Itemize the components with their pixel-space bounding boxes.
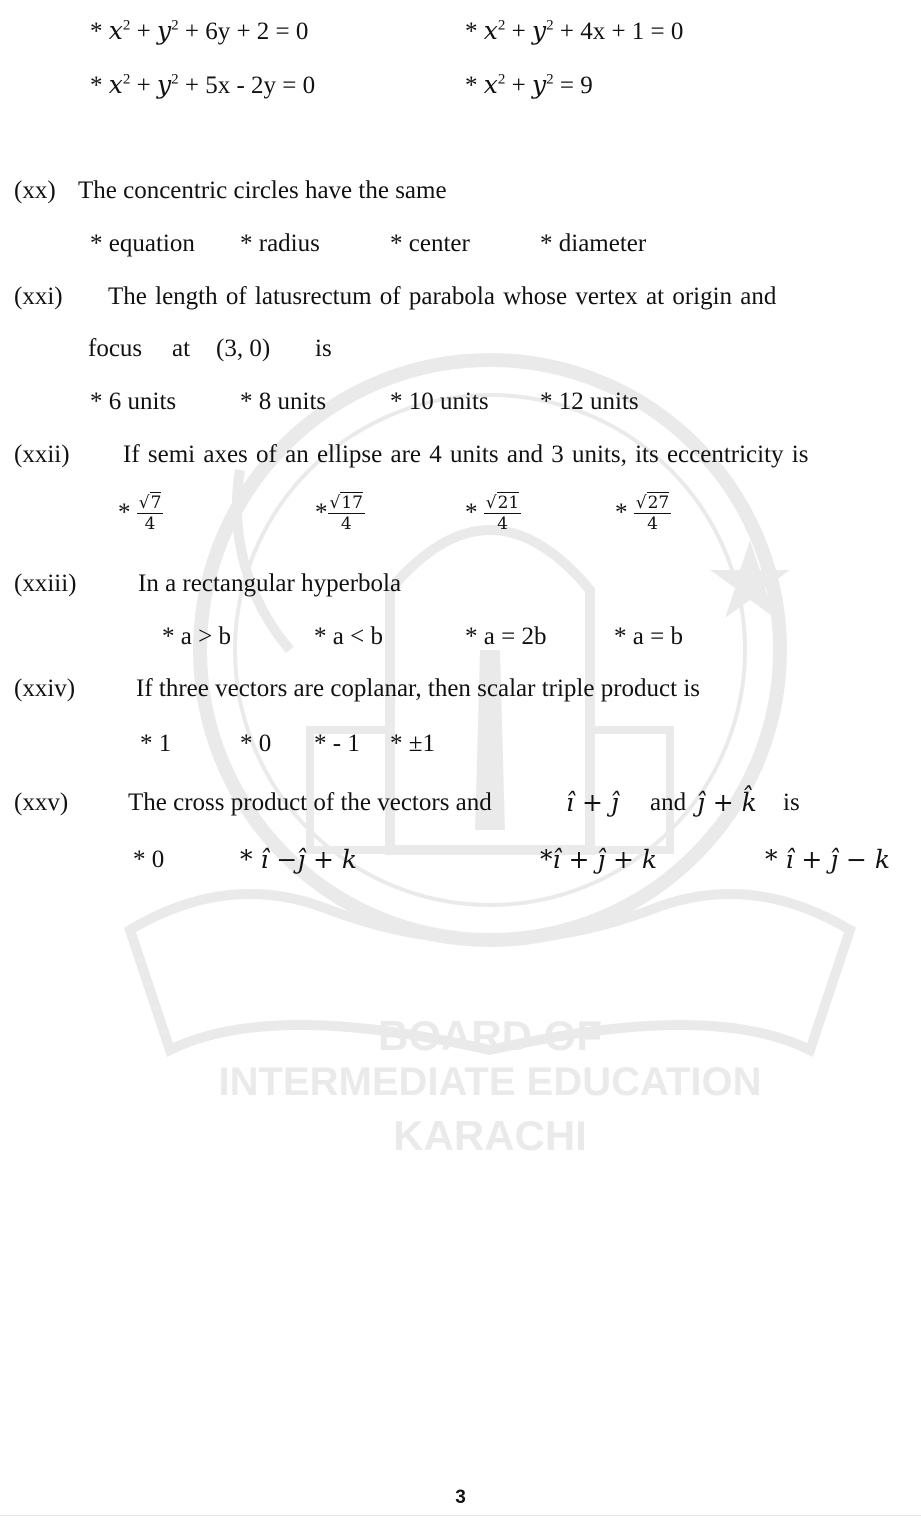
q21-text-line1: The length of latusrectum of parabola whose vertex at origin and	[108, 283, 777, 310]
q20-option-a: * equation	[90, 230, 195, 257]
q22-option-c: * $\frac{√21}{4}$	[465, 493, 520, 534]
page-number: 3	[455, 1487, 466, 1508]
q23-number: (xxiii)	[14, 570, 77, 597]
q21-option-b: * 8 units	[240, 388, 327, 415]
q25-number: (xxv)	[14, 789, 69, 816]
q25-option-c: *ı̂ + ȷ̂ + k	[540, 845, 658, 874]
watermark-line2: INTERMEDIATE EDUCATION	[218, 1060, 762, 1104]
q25-option-d: * ı̂ + ȷ̂ − k	[765, 845, 891, 874]
q25-option-a: * 0	[133, 846, 165, 873]
watermark-line3: KARACHI	[393, 1112, 587, 1159]
q24-text: If three vectors are coplanar, then scalar triple product is	[136, 675, 701, 702]
q24-option-c: * - 1	[314, 730, 360, 757]
q25-text-is: is	[783, 789, 800, 816]
q25-option-b: * ı̂ −ȷ̂ + k	[240, 845, 358, 874]
prev-option-d: * $x^2 + y^2 = 9$	[465, 70, 593, 99]
q22-option-b: * $\frac{√17}{4}$	[315, 493, 363, 534]
q20-option-b: * radius	[240, 230, 320, 257]
q24-option-b: * 0	[240, 730, 272, 757]
q21-text-is: is	[315, 335, 332, 362]
q22-option-a: * $\frac{√7}{4}$	[118, 493, 162, 534]
q22-text: If semi axes of an ellipse are 4 units and 3 units, its eccentricity is	[123, 441, 809, 468]
q21-text-focus: focus	[88, 335, 143, 362]
q23-option-b: * a < b	[314, 623, 383, 650]
q23-option-d: * a = b	[614, 623, 683, 650]
q21-option-a: * 6 units	[90, 388, 177, 415]
q21-option-c: * 10 units	[390, 388, 489, 415]
prev-option-b: * $x^2 + y^2 + 4x + 1 = 0$	[465, 16, 684, 45]
prev-option-c: * $x^2 + y^2 + 5x - 2y = 0$	[90, 70, 316, 99]
q22-option-d: * $\frac{√27}{4}$	[615, 493, 670, 534]
board-seal-watermark	[110, 350, 870, 1170]
q24-number: (xxiv)	[14, 675, 76, 702]
q24-option-d: * ±1	[390, 730, 435, 757]
prev-option-a: * $x^2 + y^2 + 6y + 2 = 0$	[90, 16, 309, 45]
q25-text-a: The cross product of the vectors and	[128, 789, 492, 816]
q21-text-at: at	[172, 335, 191, 362]
q25-vector-2: ȷ̂ + k̂	[697, 788, 757, 817]
watermark-line1: BOARD OF	[378, 1012, 602, 1059]
q25-vector-1: ı̂ + ȷ̂	[566, 788, 619, 817]
q25-text-and: and	[650, 789, 687, 816]
q20-option-c: * center	[390, 230, 470, 257]
q24-option-a: * 1	[140, 730, 172, 757]
q23-option-a: * a > b	[162, 623, 231, 650]
q21-number: (xxi)	[14, 283, 63, 310]
q20-option-d: * diameter	[540, 230, 647, 257]
q21-option-d: * 12 units	[540, 388, 639, 415]
q20-number: (xx)	[14, 177, 56, 204]
footer-divider	[0, 1515, 921, 1516]
q23-option-c: * a = 2b	[465, 623, 547, 650]
q20-text: The concentric circles have the same	[78, 177, 447, 204]
q23-text: In a rectangular hyperbola	[138, 570, 402, 597]
q22-number: (xxii)	[14, 441, 70, 468]
q21-text-point: (3, 0)	[216, 335, 271, 362]
